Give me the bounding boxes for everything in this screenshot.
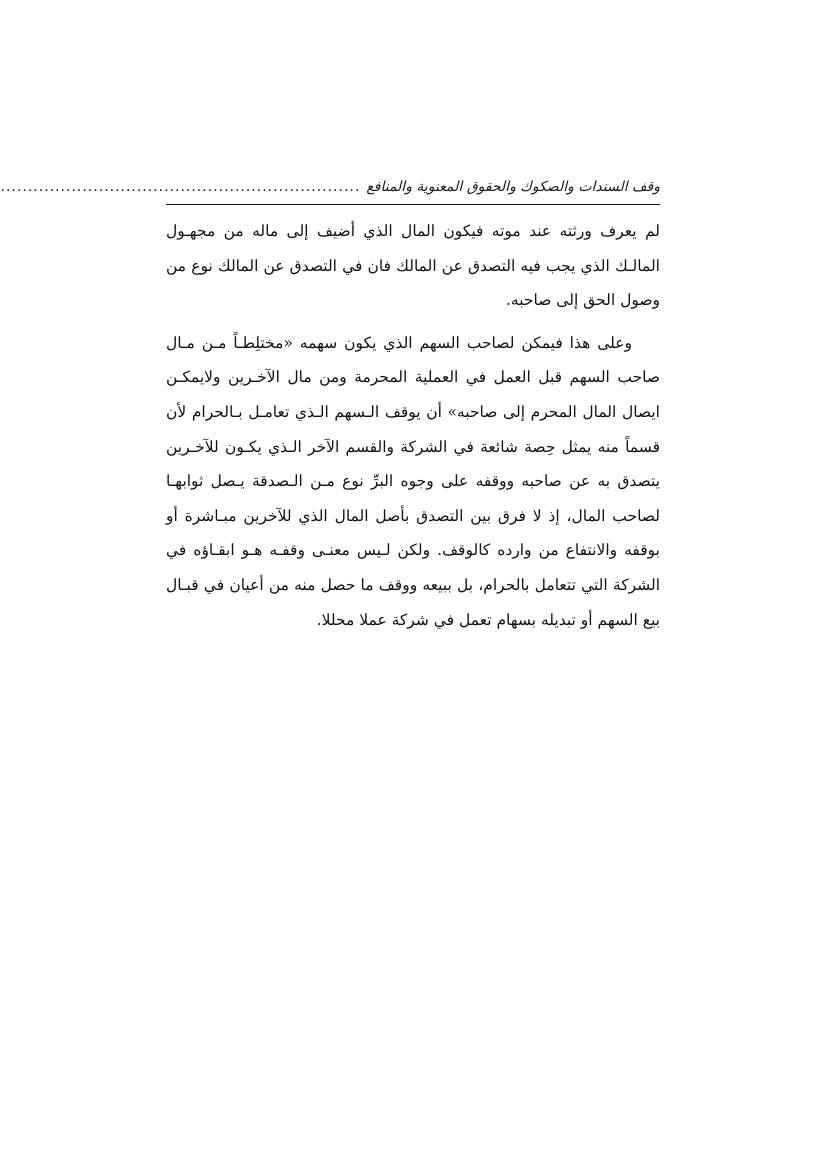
body-text xyxy=(166,214,660,645)
header-divider xyxy=(166,204,660,205)
header-title: وقف السندات والصكوك والحقوق المعنوية والمنافع xyxy=(366,179,660,195)
paragraph-continuation: لم يعرف ورثته عند موته فيكون المال الذي أضيف إلى ماله من مجهـول المالـك الذي يجب فيه التصدق عن المالك فان في التصدق عن المالك نوع من وصول الحق إلى صاحبه. xyxy=(166,222,660,310)
running-header xyxy=(0,172,660,202)
paragraph: وعلى هذا فيمكن لصاحب السهم الذي يكون سهمه «مختلِطـاً مـن مـال صاحب السهم قبل العمل في العملية المحرمة ومن مال الآخـرين ولايمكـن ايصال المال المحرم إلى صاحبه» أن يوقف الـسهم الـذي تعامـل بـالحرام لأن قسماً منه يمثل حِصة شائعة في الشركة والقسم الآخر الـذي يكـون للآخـرين يتصدق به عن صاحبه ووقفه على وجوه البرِّ نوع مـن الـصدقة يـصل ثوابهـا لصاحب المال، إذ لا فرق بين التصدق بأصل المال الذي للآخرين مبـاشرة أو بوقفه والانتفاع من وارده كالوقف. ولكن لـيس معنـى وقفـه هـو ابقـاؤه في الشركة التي تتعامل بالحرام، بل ببيعه ووقف ما حصل منه من أعيان في قبـال بيع السهم أو تبديله بسهام تعمل في شركة عملا محللا. xyxy=(166,333,660,629)
header-dot-leader: .................................................................. xyxy=(0,179,361,195)
